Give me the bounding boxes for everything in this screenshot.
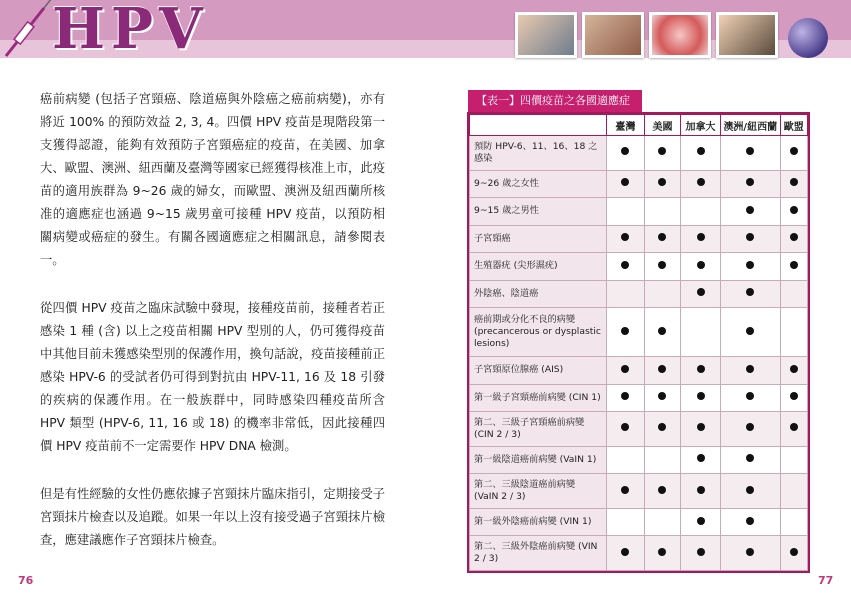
bullet-icon bbox=[621, 233, 629, 241]
row-label: 9~26 歲之女性 bbox=[470, 170, 607, 197]
table-row bbox=[470, 384, 808, 411]
table-cell bbox=[681, 384, 721, 411]
column-header: 歐盟 bbox=[780, 115, 808, 136]
table-cell bbox=[780, 446, 808, 473]
table-cell bbox=[721, 384, 780, 411]
paragraph-3: 但是有性經驗的女性仍應依據子宮頸抹片臨床指引，定期接受子宮頸抹片檢查以及追蹤。如果一年以上沒有接受過子宮頸抹片檢查，應建議應作子宮頸抹片檢查。 bbox=[40, 487, 385, 547]
table-cell bbox=[644, 308, 680, 357]
bullet-icon bbox=[697, 517, 705, 525]
photo-girl bbox=[716, 12, 778, 58]
column-header-blank bbox=[470, 115, 607, 136]
bullet-icon bbox=[746, 147, 754, 155]
table-cell bbox=[606, 508, 644, 535]
table-cell bbox=[780, 384, 808, 411]
table-cell bbox=[644, 446, 680, 473]
bullet-icon bbox=[790, 365, 798, 373]
table-cell bbox=[721, 225, 780, 252]
row-label: 第一級外陰癌前病變 (VIN 1) bbox=[470, 508, 607, 535]
row-label: 第二、三級陰道癌前病變 (VaIN 2 / 3) bbox=[470, 474, 607, 509]
row-label: 癌前期或分化不良的病變 (precancerous or dysplastic lesions) bbox=[470, 308, 607, 357]
bullet-icon bbox=[658, 327, 666, 335]
virus-icon bbox=[788, 18, 828, 58]
table-row bbox=[470, 225, 808, 252]
table-cell bbox=[721, 308, 780, 357]
bullet-icon bbox=[790, 548, 798, 556]
syringe-icon bbox=[0, 0, 60, 60]
table-cell bbox=[606, 446, 644, 473]
bullet-icon bbox=[697, 423, 705, 431]
bullet-icon bbox=[697, 261, 705, 269]
table-cell bbox=[606, 412, 644, 447]
table-cell bbox=[681, 136, 721, 171]
table-row bbox=[470, 136, 808, 171]
table-cell bbox=[606, 170, 644, 197]
bullet-icon bbox=[790, 206, 798, 214]
bullet-icon bbox=[746, 548, 754, 556]
bullet-icon bbox=[621, 365, 629, 373]
table-cell bbox=[721, 412, 780, 447]
bullet-icon bbox=[621, 178, 629, 186]
table-row bbox=[470, 474, 808, 509]
table-cell bbox=[780, 280, 808, 307]
table-cell bbox=[780, 253, 808, 280]
table-cell bbox=[644, 357, 680, 384]
bullet-icon bbox=[697, 392, 705, 400]
bullet-icon bbox=[658, 548, 666, 556]
table-cell bbox=[721, 280, 780, 307]
hpv-logo bbox=[0, 0, 215, 60]
table-row bbox=[470, 357, 808, 384]
table-cell bbox=[721, 357, 780, 384]
table-cell bbox=[644, 136, 680, 171]
bullet-icon bbox=[658, 233, 666, 241]
bullet-icon bbox=[658, 365, 666, 373]
table-cell bbox=[644, 225, 680, 252]
bullet-icon bbox=[746, 288, 754, 296]
bullet-icon bbox=[746, 517, 754, 525]
table-cell bbox=[721, 536, 780, 571]
table-cell bbox=[681, 198, 721, 225]
row-label: 預防 HPV-6、11、16、18 之感染 bbox=[470, 136, 607, 171]
bullet-icon bbox=[621, 327, 629, 335]
table-cell bbox=[606, 357, 644, 384]
table-cell bbox=[681, 536, 721, 571]
table-row bbox=[470, 412, 808, 447]
photo-cells bbox=[649, 12, 711, 58]
bullet-icon bbox=[790, 178, 798, 186]
column-header: 加拿大 bbox=[681, 115, 721, 136]
table-cell bbox=[780, 170, 808, 197]
table-cell bbox=[644, 198, 680, 225]
bullet-icon bbox=[697, 178, 705, 186]
row-label: 第二、三級子宮頸癌前病變 (CIN 2 / 3) bbox=[470, 412, 607, 447]
bullet-icon bbox=[790, 261, 798, 269]
table-cell bbox=[606, 308, 644, 357]
table-row bbox=[470, 508, 808, 535]
table-cell bbox=[721, 474, 780, 509]
table-cell bbox=[780, 357, 808, 384]
table-cell bbox=[681, 446, 721, 473]
photo-family bbox=[582, 12, 644, 58]
row-label: 生殖器疣 (尖形濕疣) bbox=[470, 253, 607, 280]
row-label: 第一級子宮頸癌前病變 (CIN 1) bbox=[470, 384, 607, 411]
table-cell bbox=[780, 136, 808, 171]
row-label: 第一級陰道癌前病變 (VaIN 1) bbox=[470, 446, 607, 473]
table-cell bbox=[644, 170, 680, 197]
table-cell bbox=[606, 384, 644, 411]
bullet-icon bbox=[621, 147, 629, 155]
bullet-icon bbox=[746, 365, 754, 373]
table-cell bbox=[681, 412, 721, 447]
table-cell bbox=[644, 253, 680, 280]
table-cell bbox=[681, 225, 721, 252]
bullet-icon bbox=[621, 392, 629, 400]
page-number-right: 77 bbox=[818, 574, 834, 587]
bullet-icon bbox=[697, 365, 705, 373]
bullet-icon bbox=[658, 178, 666, 186]
logo-text: HPV bbox=[52, 0, 209, 62]
table-cell bbox=[606, 198, 644, 225]
table-cell bbox=[681, 474, 721, 509]
row-label: 外陰癌、陰道癌 bbox=[470, 280, 607, 307]
bullet-icon bbox=[746, 233, 754, 241]
table-cell bbox=[681, 357, 721, 384]
table-cell bbox=[681, 308, 721, 357]
bullet-icon bbox=[658, 392, 666, 400]
bullet-icon bbox=[621, 423, 629, 431]
bullet-icon bbox=[621, 548, 629, 556]
table-title: 【表一】四價疫苗之各國適應症 bbox=[468, 90, 642, 112]
table-cell bbox=[644, 280, 680, 307]
bullet-icon bbox=[790, 147, 798, 155]
table-row bbox=[470, 536, 808, 571]
table-cell bbox=[780, 308, 808, 357]
table-cell bbox=[681, 508, 721, 535]
bullet-icon bbox=[621, 261, 629, 269]
bullet-icon bbox=[658, 147, 666, 155]
bullet-icon bbox=[746, 327, 754, 335]
table-cell bbox=[721, 136, 780, 171]
paragraph-2: 從四價 HPV 疫苗之臨床試驗中發現，接種疫苗前，接種者若正感染 1 種 (含) 以上之疫苗相關 HPV 型別的人，仍可獲得疫苗中其他目前未獲感染型別的保護作用，換句話說，疫苗接種前正感染 HPV-6 的受試者仍可得到對抗由 HPV-11, 16 及 18 引發的疾病的保護作用。在一般族群中，同時感染四種疫苗所含 HPV 類型 (HPV-6, 11, 16 或 18) 的機率非常低，因此接種四價 HPV 疫苗前不一定需要作 HPV DNA 檢測。 bbox=[40, 301, 385, 453]
table-cell bbox=[644, 474, 680, 509]
bullet-icon bbox=[697, 548, 705, 556]
row-label: 子宮頸原位腺癌 (AIS) bbox=[470, 357, 607, 384]
table-row bbox=[470, 280, 808, 307]
page-number-left: 76 bbox=[18, 574, 34, 587]
table-cell bbox=[606, 536, 644, 571]
table-cell bbox=[681, 170, 721, 197]
column-header: 澳洲/紐西蘭 bbox=[721, 115, 780, 136]
bullet-icon bbox=[621, 486, 629, 494]
table-cell bbox=[606, 225, 644, 252]
column-header: 美國 bbox=[644, 115, 680, 136]
table-row bbox=[470, 198, 808, 225]
table-row bbox=[470, 170, 808, 197]
table-cell bbox=[644, 412, 680, 447]
table-cell bbox=[721, 170, 780, 197]
bullet-icon bbox=[746, 178, 754, 186]
bullet-icon bbox=[697, 233, 705, 241]
row-label: 第二、三級外陰癌前病變 (VIN 2 / 3) bbox=[470, 536, 607, 571]
bullet-icon bbox=[746, 261, 754, 269]
table-cell bbox=[780, 412, 808, 447]
table-cell bbox=[780, 225, 808, 252]
row-label: 子宮頸癌 bbox=[470, 225, 607, 252]
table-cell bbox=[721, 253, 780, 280]
row-label: 9~15 歲之男性 bbox=[470, 198, 607, 225]
bullet-icon bbox=[658, 423, 666, 431]
photo-women bbox=[515, 12, 577, 58]
table-cell bbox=[606, 474, 644, 509]
bullet-icon bbox=[746, 206, 754, 214]
table-cell bbox=[721, 446, 780, 473]
paragraph-1: 癌前病變 (包括子宮頸癌、陰道癌與外陰癌之癌前病變)，亦有將近 100% 的預防效益 2, 3, 4。四價 HPV 疫苗是現階段第一支獲得認證，能夠有效預防子宮頸癌症的疫苗，在美國、加拿大、歐盟、澳洲、紐西蘭及臺灣等國家已經獲得核准上市，此疫苗的適用族群為 9~26 歲的婦女，而歐盟、澳洲及紐西蘭所核准的適應症也涵過 9~15 歲男童可接種 HPV 疫苗，以預防相關病變或癌症的發生。有關各國適應症之相關訊息，請參閱表一。 bbox=[40, 92, 385, 267]
table-cell bbox=[644, 384, 680, 411]
bullet-icon bbox=[746, 423, 754, 431]
bullet-icon bbox=[746, 392, 754, 400]
table-cell bbox=[606, 253, 644, 280]
table-cell bbox=[644, 536, 680, 571]
bullet-icon bbox=[697, 288, 705, 296]
column-header: 臺灣 bbox=[606, 115, 644, 136]
table-row bbox=[470, 308, 808, 357]
bullet-icon bbox=[746, 454, 754, 462]
table-row bbox=[470, 253, 808, 280]
bullet-icon bbox=[697, 486, 705, 494]
table-cell bbox=[721, 508, 780, 535]
bullet-icon bbox=[790, 392, 798, 400]
bullet-icon bbox=[658, 261, 666, 269]
table-cell bbox=[606, 280, 644, 307]
table-cell bbox=[721, 198, 780, 225]
table-cell bbox=[681, 280, 721, 307]
bullet-icon bbox=[790, 423, 798, 431]
table-cell bbox=[681, 253, 721, 280]
bullet-icon bbox=[697, 454, 705, 462]
table-cell bbox=[644, 508, 680, 535]
bullet-icon bbox=[746, 486, 754, 494]
bullet-icon bbox=[790, 233, 798, 241]
bullet-icon bbox=[658, 486, 666, 494]
table-cell bbox=[780, 508, 808, 535]
table-cell bbox=[606, 136, 644, 171]
table-cell bbox=[780, 536, 808, 571]
article-body bbox=[40, 88, 385, 577]
table-row bbox=[470, 446, 808, 473]
table-cell bbox=[780, 198, 808, 225]
table-cell bbox=[780, 474, 808, 509]
indication-table bbox=[467, 112, 810, 573]
bullet-icon bbox=[697, 147, 705, 155]
